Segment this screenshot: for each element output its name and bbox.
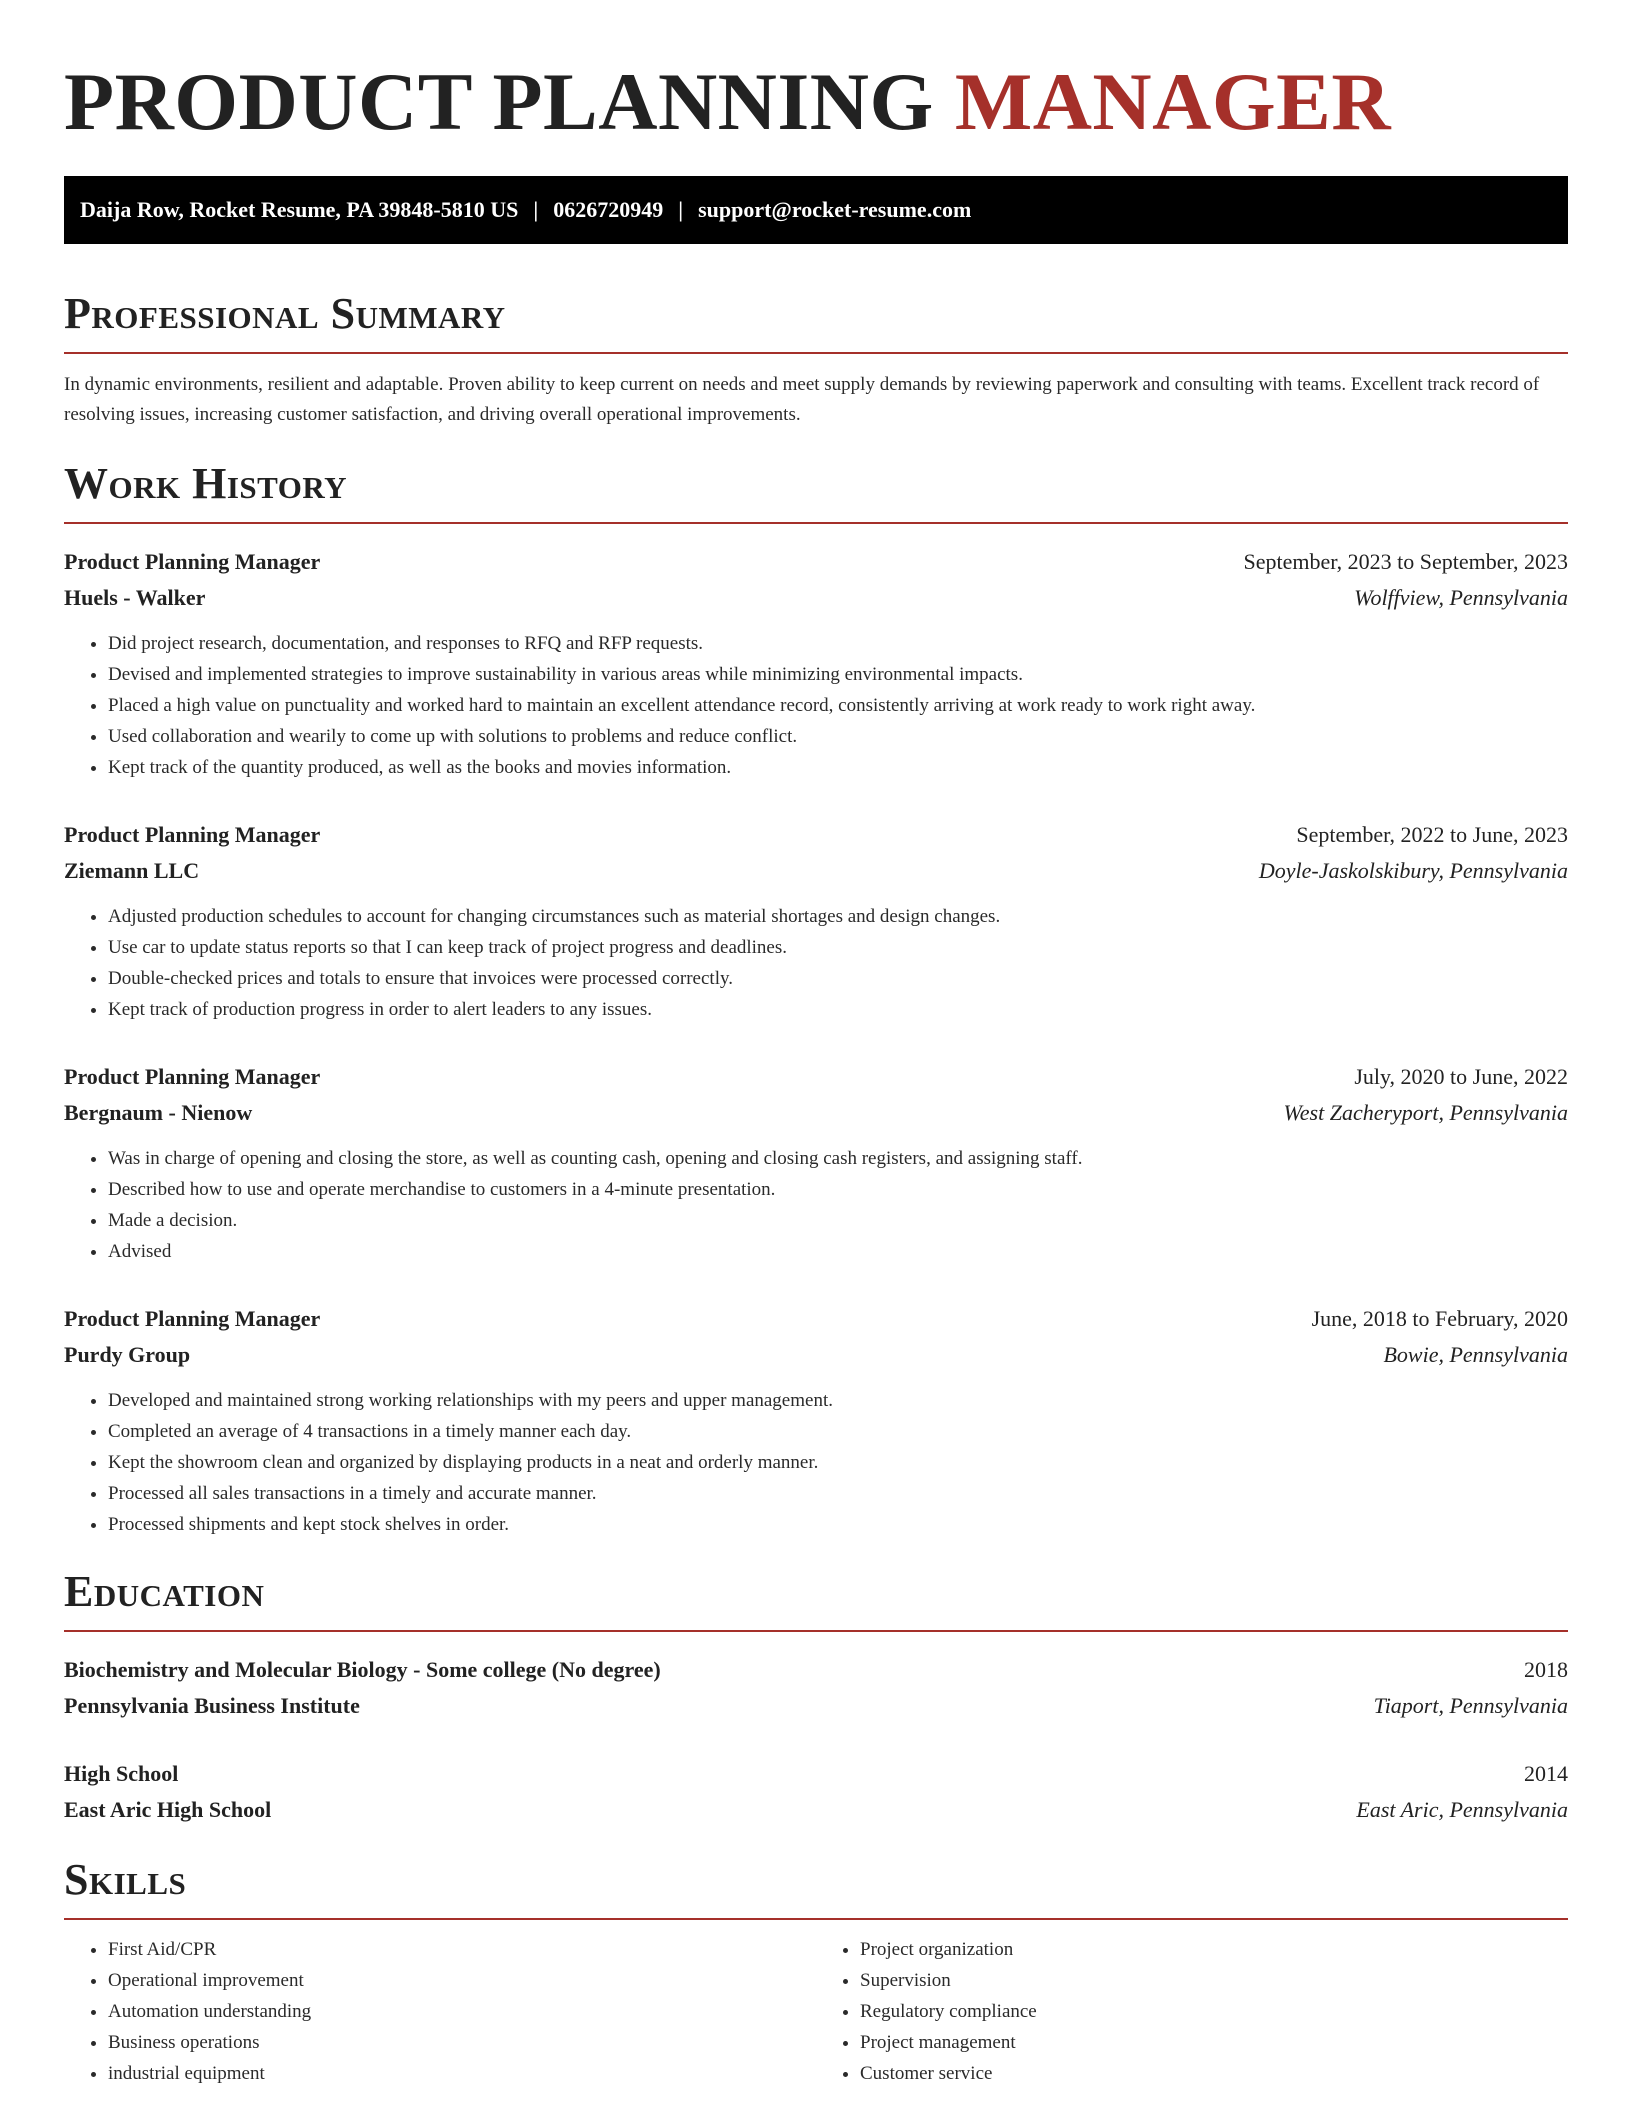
job-bullet: • Used collaboration and wearily to come up with solutions to problems and reduce conflict. bbox=[108, 721, 1568, 752]
job-company: Bergnaum - Nienow bbox=[64, 1100, 253, 1125]
job-bullet: • Kept the showroom clean and organized by displaying products in a neat and orderly manner. bbox=[108, 1447, 1568, 1478]
skills-columns bbox=[64, 1934, 1568, 2089]
job-title: Product Planning Manager bbox=[64, 1306, 321, 1331]
education-heading: Education bbox=[64, 1566, 1568, 1632]
job-company-row bbox=[64, 1337, 1568, 1373]
job-title: Product Planning Manager bbox=[64, 549, 321, 574]
job-bullets bbox=[64, 901, 1568, 1025]
job-bullet: • Developed and maintained strong working relationships with my peers and upper management. bbox=[108, 1385, 1568, 1416]
job-bullet: • Was in charge of opening and closing the store, as well as counting cash, opening and closing cash registers, and assigning staff. bbox=[108, 1143, 1568, 1174]
job-bullet: • Completed an average of 4 transactions in a timely manner each day. bbox=[108, 1416, 1568, 1447]
contact-bar bbox=[64, 176, 1568, 244]
education-degree: Biochemistry and Molecular Biology - Some college (No degree) bbox=[64, 1657, 661, 1682]
job-bullet: • Made a decision. bbox=[108, 1205, 1568, 1236]
education-header-row bbox=[64, 1652, 1568, 1688]
education-school: East Aric High School bbox=[64, 1797, 272, 1822]
work-history-section bbox=[64, 458, 1568, 1540]
job-header-row bbox=[64, 1059, 1568, 1095]
job-dates: September, 2023 to September, 2023 bbox=[1243, 549, 1568, 574]
job-bullet: • Kept track of production progress in order to alert leaders to any issues. bbox=[108, 994, 1568, 1025]
skills-list-right bbox=[816, 1934, 1568, 2089]
job-bullet: • Processed shipments and kept stock shelves in order. bbox=[108, 1509, 1568, 1540]
education-entry bbox=[64, 1652, 1568, 1724]
contact-separator: | bbox=[533, 197, 539, 222]
job-header-row bbox=[64, 817, 1568, 853]
job-bullet: • Double-checked prices and totals to ensure that invoices were processed correctly. bbox=[108, 963, 1568, 994]
skills-list-left bbox=[64, 1934, 816, 2089]
job-company-row bbox=[64, 853, 1568, 889]
jobs-list bbox=[64, 544, 1568, 1540]
job-bullet: • Devised and implemented strategies to improve sustainability in various areas while minimizing environmental impacts. bbox=[108, 659, 1568, 690]
job-bullet: • Did project research, documentation, and responses to RFQ and RFP requests. bbox=[108, 628, 1568, 659]
education-year: 2014 bbox=[1524, 1761, 1568, 1786]
skill-item: • Regulatory compliance bbox=[860, 1996, 1568, 2027]
skills-section bbox=[64, 1854, 1568, 2089]
skill-item: • Business operations bbox=[108, 2027, 816, 2058]
job-bullet: • Described how to use and operate merchandise to customers in a 4-minute presentation. bbox=[108, 1174, 1568, 1205]
title-main-part: PRODUCT PLANNING bbox=[64, 56, 934, 147]
job-bullets bbox=[64, 1143, 1568, 1267]
job-company-row bbox=[64, 1095, 1568, 1131]
work-history-heading: Work History bbox=[64, 458, 1568, 524]
job-company: Huels - Walker bbox=[64, 585, 206, 610]
skill-item: • Customer service bbox=[860, 2058, 1568, 2089]
education-school-row bbox=[64, 1688, 1568, 1724]
job-header-row bbox=[64, 1301, 1568, 1337]
job-bullet: • Kept track of the quantity produced, as well as the books and movies information. bbox=[108, 752, 1568, 783]
job-bullet: • Adjusted production schedules to account for changing circumstances such as material shortages and design changes. bbox=[108, 901, 1568, 932]
skill-item: • industrial equipment bbox=[108, 2058, 816, 2089]
education-year: 2018 bbox=[1524, 1657, 1568, 1682]
education-school: Pennsylvania Business Institute bbox=[64, 1693, 360, 1718]
resume-title bbox=[64, 0, 1568, 146]
job-company-row bbox=[64, 580, 1568, 616]
skill-item: • Automation understanding bbox=[108, 1996, 816, 2027]
summary-section bbox=[64, 288, 1568, 430]
contact-phone: 0626720949 bbox=[553, 197, 664, 222]
job-location: West Zacheryport, Pennsylvania bbox=[1283, 1100, 1568, 1125]
job-dates: June, 2018 to February, 2020 bbox=[1311, 1306, 1568, 1331]
skill-item: • Supervision bbox=[860, 1965, 1568, 1996]
education-location: East Aric, Pennsylvania bbox=[1356, 1797, 1568, 1822]
job-entry bbox=[64, 1301, 1568, 1540]
education-location: Tiaport, Pennsylvania bbox=[1373, 1693, 1568, 1718]
job-bullet: • Placed a high value on punctuality and worked hard to maintain an excellent attendance record, consistently arriving at work ready to work right away. bbox=[108, 690, 1568, 721]
job-location: Wolffview, Pennsylvania bbox=[1354, 585, 1568, 610]
summary-heading: Professional Summary bbox=[64, 288, 1568, 354]
job-bullets bbox=[64, 628, 1568, 783]
job-company: Purdy Group bbox=[64, 1342, 191, 1367]
skills-heading: Skills bbox=[64, 1854, 1568, 1920]
job-location: Bowie, Pennsylvania bbox=[1383, 1342, 1568, 1367]
skill-item: • Project organization bbox=[860, 1934, 1568, 1965]
job-dates: July, 2020 to June, 2022 bbox=[1354, 1064, 1568, 1089]
skill-item: • Project management bbox=[860, 2027, 1568, 2058]
job-title: Product Planning Manager bbox=[64, 1064, 321, 1089]
contact-address: Daija Row, Rocket Resume, PA 39848-5810 US bbox=[80, 197, 519, 222]
job-bullets bbox=[64, 1385, 1568, 1540]
job-entry bbox=[64, 817, 1568, 1025]
job-company: Ziemann LLC bbox=[64, 858, 200, 883]
job-bullet: • Processed all sales transactions in a timely and accurate manner. bbox=[108, 1478, 1568, 1509]
education-header-row bbox=[64, 1756, 1568, 1792]
job-dates: September, 2022 to June, 2023 bbox=[1296, 822, 1568, 847]
education-degree: High School bbox=[64, 1761, 179, 1786]
job-entry bbox=[64, 1059, 1568, 1267]
education-school-row bbox=[64, 1792, 1568, 1828]
contact-separator: | bbox=[678, 197, 684, 222]
job-entry bbox=[64, 544, 1568, 783]
title-accent-part: MANAGER bbox=[954, 56, 1392, 147]
education-section bbox=[64, 1566, 1568, 1828]
job-title: Product Planning Manager bbox=[64, 822, 321, 847]
education-list bbox=[64, 1652, 1568, 1828]
job-bullet: • Use car to update status reports so that I can keep track of project progress and deadlines. bbox=[108, 932, 1568, 963]
skill-item: • First Aid/CPR bbox=[108, 1934, 816, 1965]
job-header-row bbox=[64, 544, 1568, 580]
summary-text: In dynamic environments, resilient and adaptable. Proven ability to keep current on needs and meet supply demands by reviewing paperwork and consulting with teams. Excellent track record of resolving issues, increasing customer satisfaction, and driving overall operational improvements. bbox=[64, 374, 1540, 425]
job-location: Doyle-Jaskolskibury, Pennsylvania bbox=[1258, 858, 1568, 883]
education-entry bbox=[64, 1756, 1568, 1828]
contact-email: support@rocket-resume.com bbox=[698, 197, 972, 222]
skill-item: • Operational improvement bbox=[108, 1965, 816, 1996]
job-bullet: • Advised bbox=[108, 1236, 1568, 1267]
